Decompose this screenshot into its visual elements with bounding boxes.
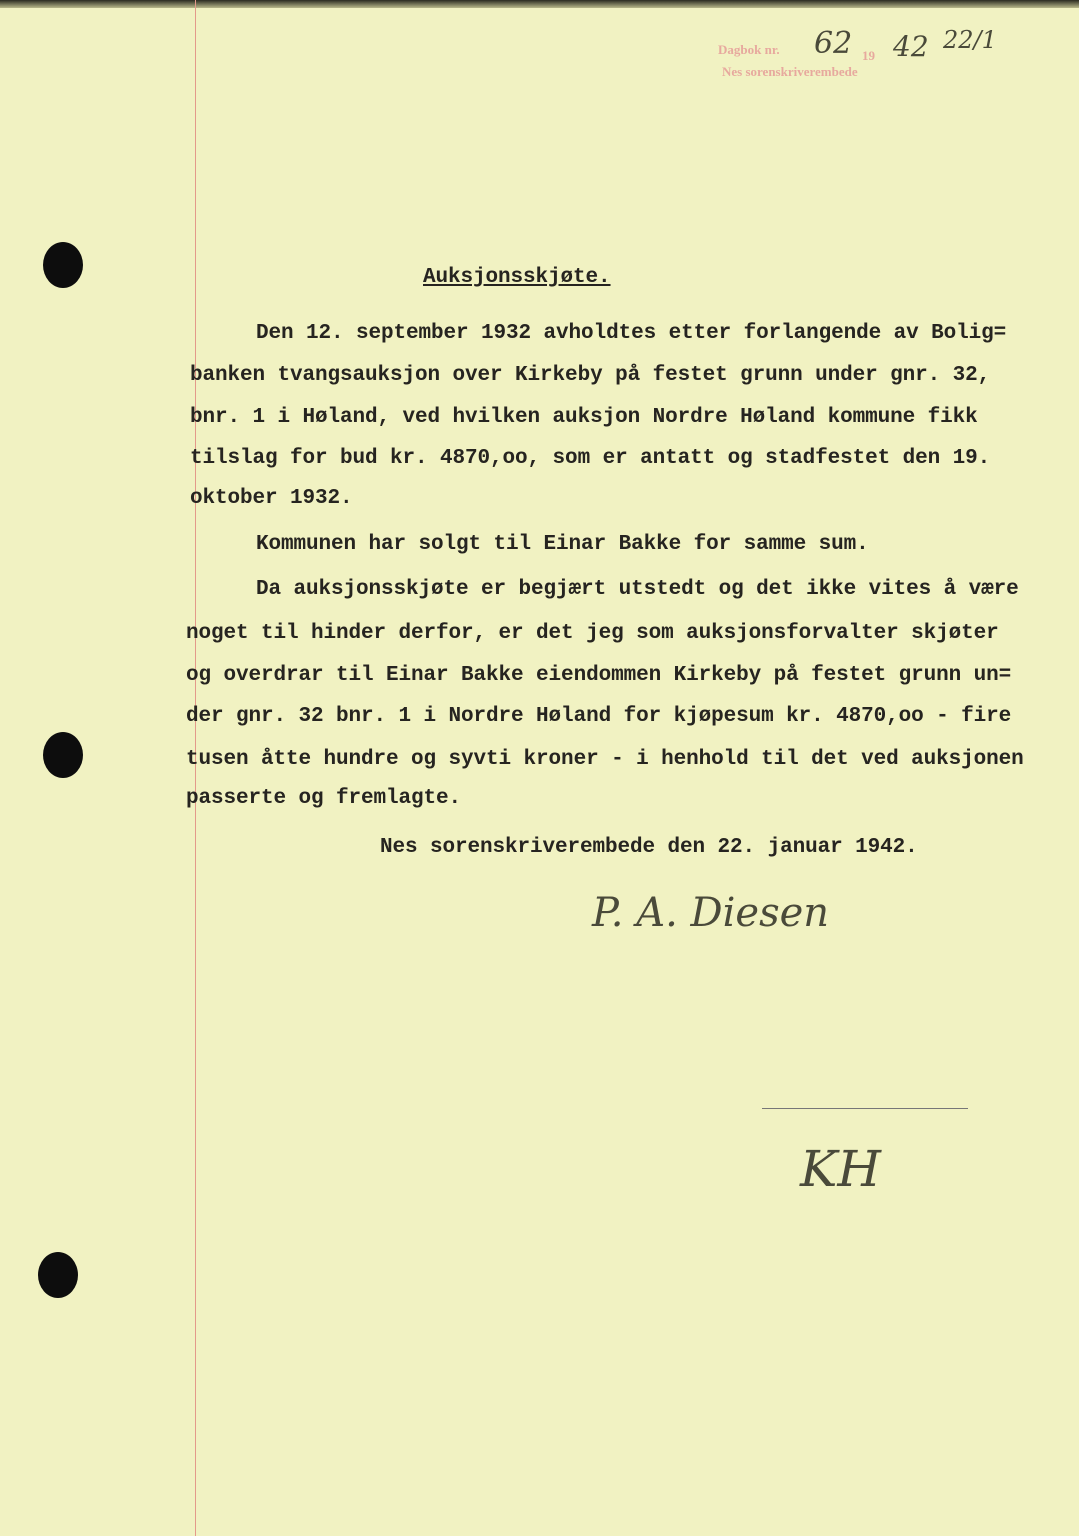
- body-line: der gnr. 32 bnr. 1 i Nordre Høland for kjøpesum kr. 4870,oo - fire: [186, 705, 1012, 728]
- document-title: Auksjonsskjøte.: [423, 266, 611, 289]
- body-line: tilslag for bud kr. 4870,oo, som er antatt og stadfestet den 19.: [190, 447, 991, 470]
- body-line: oktober 1932.: [190, 487, 353, 510]
- ref-date: 22/1: [943, 26, 997, 54]
- ref-number: 62: [814, 26, 853, 61]
- ref-year: 42: [893, 30, 929, 63]
- stamp-dagbok: Dagbok nr.: [718, 42, 780, 57]
- body-line: bnr. 1 i Høland, ved hvilken auksjon Nordre Høland kommune fikk: [190, 406, 978, 429]
- body-line: noget til hinder derfor, er det jeg som auksjonsforvalter skjøter: [186, 622, 999, 645]
- body-line: Da auksjonsskjøte er begjært utstedt og det ikke vites å være: [206, 578, 1019, 601]
- initials: KH: [800, 1140, 881, 1198]
- signature: P. A. Diesen: [592, 890, 830, 936]
- body-line: og overdrar til Einar Bakke eiendommen Kirkeby på festet grunn un=: [186, 664, 1012, 687]
- body-line: tusen åtte hundre og syvti kroner - i henhold til det ved auksjonen: [186, 748, 1024, 771]
- stamp-office: Nes sorenskriverembede: [722, 64, 858, 79]
- place-date: Nes sorenskriverembede den 22. januar 1942.: [380, 836, 918, 859]
- punch-hole: [38, 1252, 78, 1298]
- body-line: Kommunen har solgt til Einar Bakke for samme sum.: [206, 533, 869, 556]
- body-line: Den 12. september 1932 avholdtes etter forlangende av Bolig=: [206, 322, 1007, 345]
- body-line: passerte og fremlagte.: [186, 787, 462, 810]
- punch-hole: [43, 732, 83, 778]
- punch-hole: [43, 242, 83, 288]
- scan-edge: [0, 0, 1079, 8]
- body-line: banken tvangsauksjon over Kirkeby på festet grunn under gnr. 32,: [190, 364, 991, 387]
- stamp-year: 19: [862, 48, 875, 63]
- signature-rule: [762, 1108, 968, 1109]
